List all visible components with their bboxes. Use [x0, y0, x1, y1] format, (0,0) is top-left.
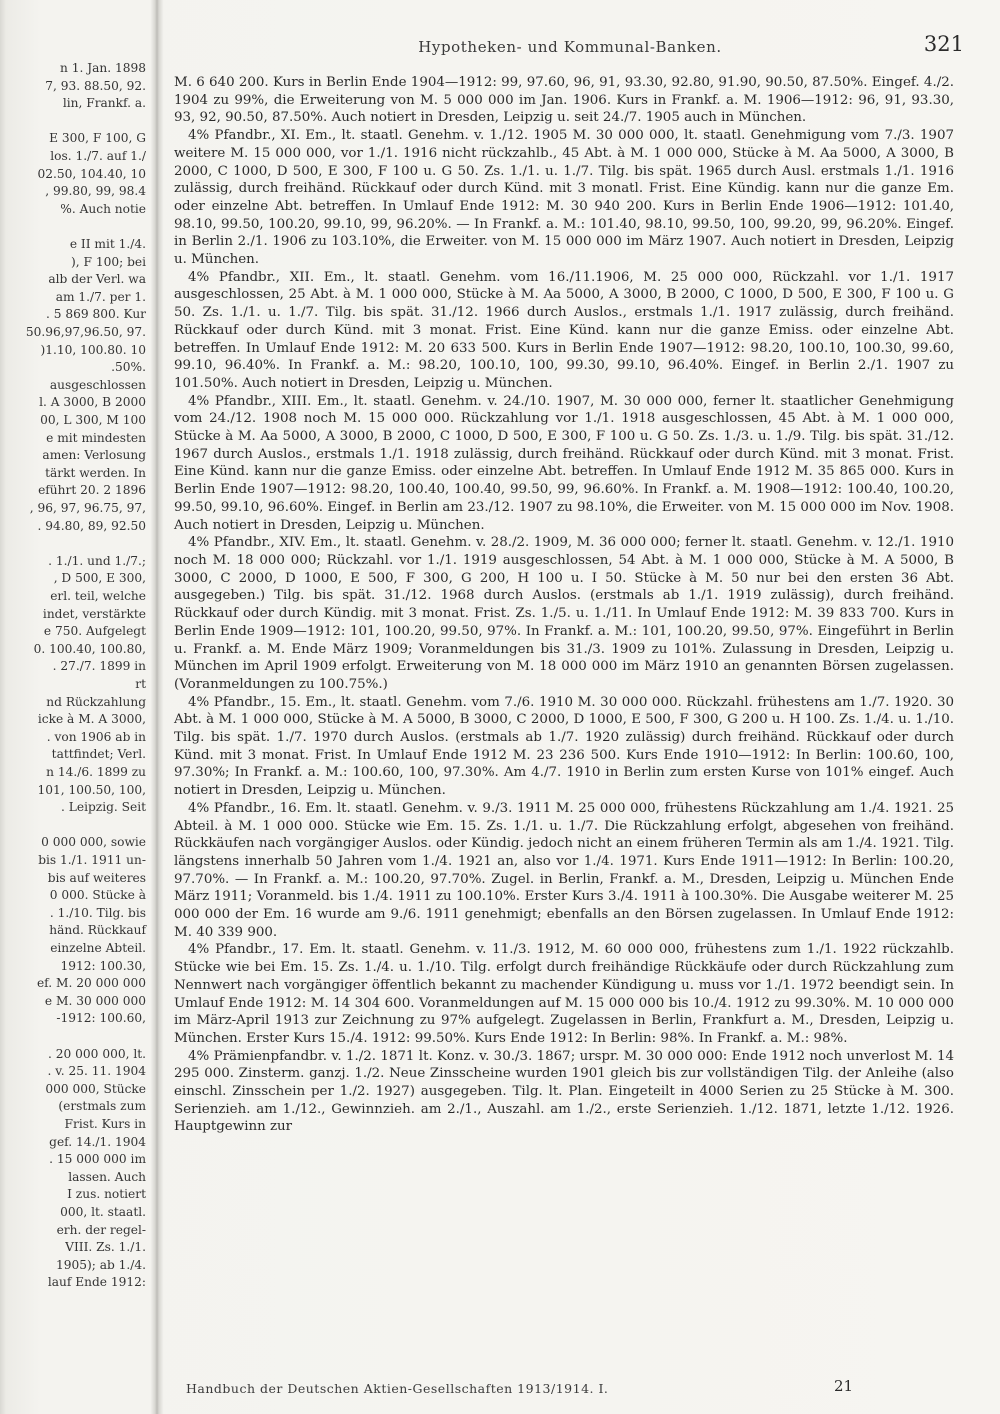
page-header — [170, 32, 970, 60]
facing-page-line: lauf Ende 1912: — [47, 1275, 146, 1290]
facing-page-line: bis auf weiteres — [47, 870, 146, 885]
paragraph: M. 6 640 200. Kurs in Berlin Ende 1904—1912: 99, 97.60, 96, 91, 93.30, 92.80, 91.90, 90.50, 87.50%. Eingef. 4./2. 1904 zu 99%, die Erweiterung von M. 5 000 000 im Jan. 1906. Kurs in Frankf. a. M. 1906—1912: 96, 91, 93.30, 93, 92, 90.50, 87.50%. Auch notiert in Dresden, Leipzig u. seit 24./7. 1905 auch in München. — [174, 75, 954, 126]
paragraph: 4% Pfandbr., XI. Em., lt. staatl. Genehm. v. 1./12. 1905 M. 30 000 000, lt. staatl. Genehmigung vom 7./3. 1907 weitere M. 15 000 000, vor 1./1. 1916 nicht rückzahlb., 45 Abt. à M. 1 000 000, Stücke à M. Aa 5000, A 3000, B 2000, C 1000, D 500, E 300, F 100 u. G 50. Zs. 1./1. u. 1./7. Tilg. bis spät. 1965 durch Ausl. erstmals 1./1. 1916 zulässig, durch freihänd. Rückkauf oder durch Künd. mit 3 monatl. Frist. Eine Kündig. kann nur die ganze Em. oder einzelne Abt. betreffen. In Umlauf Ende 1912: M. 30 940 200. Kurs in Berlin Ende 1906—1912: 101.40, 98.10, 99.50, 100.20, 99.10, 99, 96.20%. — In Frankf. a. M.: 101.40, 98.10, 99.50, 100, 99.20, 99, 96.20%. Eingef. in Berlin 2./1. 1906 zu 103.10%, die Erweiter. von M. 15 000 000 im März 1907. Auch notiert in Dresden, Leipzig u. München. — [174, 128, 954, 268]
facing-page-fragment — [0, 60, 148, 1380]
facing-page-line: nd Rückzahlung — [46, 694, 146, 709]
facing-page-line: 101, 100.50, 100, — [37, 782, 146, 797]
facing-page-line: am 1./7. per 1. — [55, 289, 146, 304]
facing-page-line: 1905); ab 1./4. — [55, 1257, 146, 1272]
paragraph: 4% Pfandbr., 16. Em. lt. staatl. Genehm. v. 9./3. 1911 M. 25 000 000, frühestens Rückzahlung am 1./4. 1921. 25 Abteil. à M. 1 000 000. Stücke wie Em. 15. Zs. 1./1. u. 1./7. Die Rückzahlung erfolgt, abgesehen von freihänd. Rückkäufen nach vorgängiger Auslos. oder Kündig. jedoch nicht an einem früheren Termin als am 1./4. 1921. Tilg. längstens innerhalb 50 Jahren vom 1./4. 1921 an, also vor 1./4. 1971. Kurs Ende 1911—1912: In Berlin: 100.20, 97.70%. — In Frankf. a. M.: 100.20, 97.70%. Zugel. in Berlin, Frankf. a. M., Dresden, Leipzig u. München Ende März 1911; Voranmeld. bis 1./4. 1911 zu 100.10%. Erster Kurs 3./4. 1911 à 100.30%. Die Ausgabe weiterer M. 25 000 000 der Em. 16 wurde am 9./6. 1911 genehmigt; ebenfalls an den Börsen zugelassen. In Umlauf Ende 1912: M. 40 339 900. — [174, 800, 954, 940]
facing-page-line: e II mit 1./4. — [69, 237, 146, 251]
page-number: 321 — [923, 32, 964, 56]
footer-title: Handbuch der Deutschen Aktien-Gesellschaften 1913/1914. I. — [186, 1381, 609, 1396]
facing-page-line: 0. 100.40, 100.80, — [33, 641, 146, 656]
facing-page-line: E 300, F 100, G — [49, 131, 146, 146]
facing-page-line: eführt 20. 2 1896 — [38, 483, 146, 498]
facing-page-line: I zus. notiert — [67, 1187, 146, 1202]
facing-page-line: lin, Frankf. a. — [62, 96, 146, 111]
facing-page-line: . von 1906 ab in — [46, 729, 146, 744]
facing-page-line: indet, verstärkte — [42, 606, 146, 621]
page-footer — [186, 1377, 854, 1401]
facing-page-line: . 15 000 000 im — [49, 1152, 146, 1167]
facing-page-line: , 99.80, 99, 98.4 — [45, 184, 146, 199]
paragraph: 4% Pfandbr., 17. Em. lt. staatl. Genehm. v. 11./3. 1912, M. 60 000 000, frühestens zum 1./1. 1922 rückzahlb. Stücke wie bei Em. 15. Zs. 1./4. u. 1./10. Tilg. erfolgt durch freihändige Rückkäufe oder durch Rückzahlung zum Nennwert nach vorgängiger öffentlich bekannt zu machender Kündigung u. muss vor 1./1. 1972 beendigt sein. In Umlauf Ende 1912: M. 14 304 600. Voranmeldungen auf M. 15 000 000 bis 10./4. 1912 zu 99.30%. M. 10 000 000 im März-April 1913 zur Zeichnung zu 97% aufgelegt. Zugelassen in Berlin, Frankfurt a. M., Dresden, Leipzig u. München. Erster Kurs 15./4. 1912: 99.50%. Kurs Ende 1912: In Berlin: 98%. In Frankf. a. M.: 98%. — [174, 942, 954, 1046]
facing-page-line: e mit mindesten — [46, 430, 146, 445]
book-gutter — [150, 0, 164, 1414]
paragraph: 4% Pfandbr., XIV. Em., lt. staatl. Genehm. v. 28./2. 1909, M. 36 000 000; ferner lt. staatl. Genehm. v. 12./1. 1910 noch M. 18 000 000; Rückzahl. vor 1./1. 1919 ausgeschlossen, 54 Abt. à M. 1 000 000, Stücke à M. A 5000, B 3000, C 2000, D 1000, E 500, F 300, G 200, H 100 u. I 50. Stücke à M. 50 nur bei den ersten 36 Abt. ausgegeben.) Tilg. bis spät. 31./12. 1968 durch Auslos. (erstmals ab 1./1. 1919 zulässig), durch freihänd. Rückkauf oder durch Kündig. mit 3 monat. Frist. Zs. 1./5. u. 1./11. In Umlauf Ende 1912: M. 39 833 700. Kurs in Berlin Ende 1909—1912: 101, 100.20, 99.50, 97%. In Frankf. a. M.: 101, 100.20, 99.50, 97%. Eingeführt in Berlin u. Frankf. a. M. Ende März 1909; Voranmeldungen bis 31./3. 1909 zu 101%. Zulassung in Dresden, Leipzig u. München im April 1909 erfolgt. Erweiterung von M. 18 000 000 im März 1910 an genannten Börsen zugelassen. (Voranmeldungen zu 100.75%.) — [174, 535, 954, 692]
facing-page-line: )1.10, 100.80. 10 — [40, 342, 146, 357]
facing-page-line: e 750. Aufgelegt — [43, 624, 146, 639]
facing-page-line: n 1. Jan. 1898 — [60, 61, 146, 75]
facing-page-line: , D 500, E 300, — [53, 571, 146, 586]
facing-page-line: 000, lt. staatl. — [60, 1205, 146, 1219]
facing-page-line: . 1./1. und 1./7.; — [48, 553, 146, 568]
facing-page-line: icke à M. A 3000, — [37, 712, 146, 727]
facing-page-line: 1912: 100.30, — [60, 958, 146, 973]
facing-page-line: %. Auch notie — [60, 201, 146, 216]
facing-page-line: 0 000 000, sowie — [41, 835, 146, 850]
facing-page-line: Frist. Kurs in — [64, 1117, 146, 1131]
facing-page-line: 02.50, 104.40, 10 — [37, 166, 146, 181]
main-text-column — [174, 74, 954, 1136]
facing-page-line: lassen. Auch — [68, 1169, 146, 1184]
facing-page-line: tattfindet; Verl. — [51, 747, 146, 762]
facing-page-line: . 27./7. 1899 in — [52, 659, 146, 674]
facing-page-line: VIII. Zs. 1./1. — [65, 1240, 146, 1255]
facing-page-line: einzelne Abteil. — [50, 941, 146, 955]
facing-page-line: , 96, 97, 96.75, 97, — [29, 501, 146, 515]
signature-mark: 21 — [834, 1377, 854, 1395]
facing-page-line: händ. Rückkauf — [49, 923, 146, 938]
facing-page-line: 0 000. Stücke à — [49, 888, 146, 903]
facing-page-line: ausgeschlossen — [49, 377, 146, 392]
facing-page-line: erh. der regel- — [56, 1222, 146, 1237]
facing-page-line: l. A 3000, B 2000 — [39, 395, 146, 410]
facing-page-line: amen: Verlosung — [42, 448, 146, 463]
facing-page-line: e M. 30 000 000 — [44, 993, 146, 1008]
facing-page-line: n 14./6. 1899 zu — [46, 765, 146, 779]
facing-page-line: . Leipzig. Seit — [61, 800, 146, 815]
paragraph: 4% Pfandbr., 15. Em., lt. staatl. Genehm. vom 7./6. 1910 M. 30 000 000. Rückzahl. frühestens am 1./7. 1920. 30 Abt. à M. 1 000 000, Stücke à M. A 5000, B 3000, C 2000, D 1000, E 500, F 300, G 200 u. H 100. Zs. 1./4. u. 1./10. Tilg. bis spät. 1./7. 1970 durch Auslos. (erstmals ab 1./7. 1920 zulässig) durch freihänd. Rückkauf oder durch Künd. mit 3 monat. Frist. In Umlauf Ende 1912 M. 23 236 500. Kurs Ende 1910—1912: In Berlin: 100.60, 100, 97.30%; In Frankf. a. M.: 100.60, 100, 97.30%. Am 4./7. 1910 in Berlin zum ersten Kurse von 101% eingef. Auch notiert in Dresden, Leipzig u. München. — [174, 694, 954, 799]
facing-page-line: alb der Verl. wa — [48, 272, 146, 287]
facing-page-line: bis 1./1. 1911 un- — [38, 853, 146, 867]
facing-page-line: 000 000, Stücke — [45, 1081, 146, 1096]
facing-page-line: .50%. — [111, 360, 146, 375]
facing-page-line: los. 1./7. auf 1./ — [50, 149, 146, 163]
facing-page-line: . 20 000 000, lt. — [48, 1046, 146, 1061]
paragraph: 4% Pfandbr., XII. Em., lt. staatl. Genehm. vom 16./11.1906, M. 25 000 000, Rückzahl. vor 1./1. 1917 ausgeschlossen, 25 Abt. à M. 1 000 000, Stücke à M. Aa 5000, A 3000, B 2000, C 1000, D 500, E 300, F 100 u. G 50. Zs. 1./1. u. 1./7. Tilg. bis spät. 31./12. 1966 durch Auslos., erstmals 1./1. 1917 zulässig, durch freihänd. Rückkauf oder durch Künd. mit 3 monat. Frist. Eine Künd. kann nur die ganze Emiss. oder einzelne Abt. betreffen. In Umlauf Ende 1912: M. 20 633 500. Kurs in Berlin Ende 1907—1912: 98.20, 100.10, 100.30, 99.60, 99.10, 96.40%. In Frankf. a. M.: 98.20, 100.10, 100, 99.30, 99.10, 96.40%. Eingef. in Berlin 2./1. 1907 zu 101.50%. Auch notiert in Dresden, Leipzig u. München. — [174, 269, 954, 391]
facing-page-line: ef. M. 20 000 000 — [36, 976, 146, 991]
facing-page-line: (erstmals zum — [58, 1099, 146, 1114]
facing-page-line: 7, 93. 88.50, 92. — [45, 78, 146, 93]
paragraph: 4% Prämienpfandbr. v. 1./2. 1871 lt. Konz. v. 30./3. 1867; urspr. M. 30 000 000: Ende 1912 noch unverlost M. 14 295 000. Zinsterm. ganzj. 1./2. Neue Zinsscheine wurden 1901 gleich bis zur vollständigen Tilg. der Anleihe (also einschl. Zinsschein per 1./2. 1927) ausgegeben. Tilg. lt. Plan. Eingeteilt in 4000 Serien zu 25 Stücke à M. 300. Serienzieh. am 1./12., Gewinnzieh. am 2./1., Auszahl. am 1./2., erste Serienzieh. 1./12. 1871, letzte 1./12. 1926. Hauptgewinn zur — [174, 1048, 954, 1135]
facing-page-line: tärkt werden. In — [45, 465, 146, 480]
facing-page-line: ), F 100; bei — [71, 254, 146, 269]
facing-page-line: . v. 25. 11. 1904 — [47, 1064, 146, 1079]
facing-page-line: erl. teil, welche — [50, 589, 146, 603]
facing-page-line: . 94.80, 89, 92.50 — [37, 518, 146, 533]
facing-page-line: rt — [135, 677, 146, 691]
facing-page-line: 50.96,97,96.50, 97. — [25, 325, 146, 339]
facing-page-line: . 5 869 800. Kur — [45, 307, 146, 322]
facing-page-line: -1912: 100.60, — [56, 1011, 146, 1026]
running-title: Hypotheken- und Kommunal-Banken. — [418, 38, 722, 56]
facing-page-line: 00, L 300, M 100 — [40, 413, 146, 427]
facing-page-line: gef. 14./1. 1904 — [49, 1134, 146, 1149]
paragraph: 4% Pfandbr., XIII. Em., lt. staatl. Genehm. v. 24./10. 1907, M. 30 000 000, ferner lt. staatlicher Genehmigung vom 24./12. 1908 noch M. 15 000 000. Rückzahlung vor 1./1. 1918 ausgeschlossen, 45 Abt. à M. 1 000 000, Stücke à M. Aa 5000, A 3000, B 2000, C 1000, D 500, E 300, F 100 u. G 50. Zs. 1./3. u. 1./9. Tilg. bis spät. 31./12. 1967 durch Auslos., erstmals 1./1. 1918 zulässig, durch freihänd. Rückkauf oder durch Künd. mit 3 monat. Frist. Eine Künd. kann nur die ganze Emiss. oder einzelne Abt. betreffen. In Umlauf Ende 1912 M. 35 865 000. Kurs in Berlin Ende 1907—1912: 98.20, 100.40, 100.40, 99.50, 99, 96.60%. In Frankf. a. M. 1908—1912: 100.40, 100.20, 99.50, 99.10, 96.60%. Eingef. in Berlin am 23./12. 1907 zu 98.10%, die Erweiter. von M. 15 000 000 im Nov. 1908. Auch notiert in Dresden, Leipzig u. München. — [174, 393, 954, 533]
facing-page-line: . 1./10. Tilg. bis — [49, 905, 146, 920]
